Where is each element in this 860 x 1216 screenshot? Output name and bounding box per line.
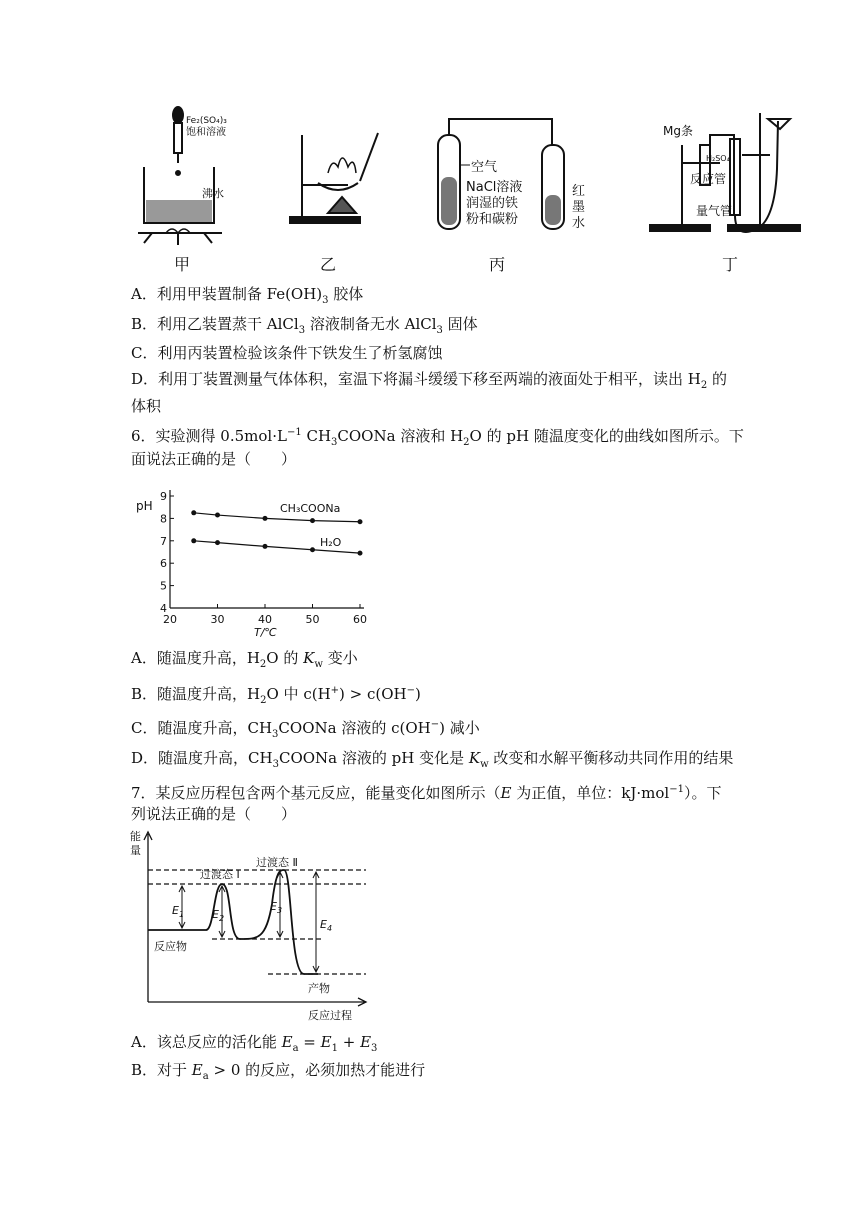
label-bing: 丙 [489,255,506,274]
q7-option-b: B．对于 $E_a > 0$ 的反应，必须加热才能进行 [131,1061,426,1082]
xlabel: 反应过程 [308,1009,352,1022]
apparatus-jia [138,107,227,245]
apparatus-figure [130,105,810,255]
q7-stem-line1: 7．某反应历程包含两个基元反应，能量变化如图所示（E 为正值，单位：kJ·mol$^{-1}$）。下 [131,784,722,802]
bing-nacl-3: 粉和碳粉 [466,212,519,227]
y-tick-label: 5 [160,579,167,593]
q6-option-d: D．随温度升高，$CH_3COONa$ 溶液的 pH 变化是 $K_w$ 改变和水解平衡移动共同作用的结果 [131,749,734,770]
label-jia: 甲 [174,255,191,274]
ts1-label: 过渡态 Ⅰ [200,868,240,881]
y-tick-label: 6 [160,557,167,571]
x-tick-label: 50 [305,613,320,626]
data-point [215,513,220,518]
series-label-ch3coona: CH₃COONa [280,502,341,515]
ding-acid: H₂SO₄ [706,154,730,163]
svg-text:E1: $E_1$ [172,904,185,919]
x-tick-label: 30 [210,613,225,626]
q6-option-a: A．随温度升高，$H_2O$ 的 $K_w$ 变小 [131,649,358,670]
bing-nacl-2: 润湿的铁 [466,196,519,211]
q5-option-d-cont: 体积 [131,397,162,415]
x-tick-label: 60 [353,613,367,626]
energy-diagram [128,826,378,1022]
q5-option-d: D．利用丁装置测量气体体积，室温下将漏斗缓缓下移至两端的液面处于相平，读出 $H_2$ 的 [131,370,728,391]
data-point [215,540,220,545]
series-label-h2o: H₂O [320,536,342,549]
apparatus-bing [438,119,585,231]
y-tick-label: 9 [160,490,167,503]
x-tick-label: 40 [258,613,272,626]
q6-stem-line1: 6．实验测得 $0.5mol\cdot L^{-1}$ $CH_3COONa$ 溶液和 $H_2O$ 的 pH 随温度变化的曲线如图所示。下 [131,427,744,448]
svg-text:E4: $E_4$ [320,918,333,933]
apparatus-yi [290,133,378,223]
label-ding: 丁 [722,255,739,274]
data-point [263,516,268,521]
e1-label: E [172,904,179,917]
apparatus-ding [650,113,800,232]
y-tick-label: 4 [160,602,167,615]
x-tick-label: 20 [163,613,177,626]
reactant-label: 反应物 [154,940,187,953]
data-point [358,519,363,524]
bing-ink-2: 墨 [572,200,586,215]
svg-text:E2: $E_2$ [212,908,225,923]
y-tick-label: 7 [160,534,167,548]
q5-option-c: C．利用丙装置检验该条件下铁发生了析氢腐蚀 [131,344,443,362]
e3-label: E [270,900,277,913]
energy-ylabel-2: 量 [130,844,141,857]
q5-option-b: B．利用乙装置蒸干 AlCl$_3$ 溶液制备无水 AlCl$_3$ 固体 [131,315,478,336]
q6-option-b: B．随温度升高，$H_2O$ 中 c(H+) > c(OH−) [131,685,421,706]
ding-reactor: 反应管 [690,172,727,186]
data-point [263,544,268,549]
ph-chart-ylabel: pH [136,499,153,513]
ph-chart-xlabel: T/℃ [254,626,277,639]
q7-stem-line2: 列说法正确的是（ ） [131,805,297,823]
product-label: 产物 [308,982,330,995]
data-point [358,551,363,556]
bing-ink-1: 红 [572,184,586,199]
data-point [310,518,315,523]
y-tick-label: 8 [160,512,167,526]
bing-ink-3: 水 [572,216,586,231]
data-point [310,547,315,552]
q6-option-c: C．随温度升高，$CH_3COONa$ 溶液的 c(OH−) 减小 [131,719,480,740]
ding-gas-tube: 量气管 [696,204,733,218]
label-yi: 乙 [320,255,337,274]
q6-stem-line2: 面说法正确的是（ ） [131,450,297,468]
q7-option-a: A．该总反应的活化能 $E_a = E_1 + E_3$ [131,1033,378,1054]
svg-text:E3: $E_3$ [270,900,283,915]
data-point [191,538,196,543]
ph-chart [130,484,370,640]
ding-mg: Mg条 [663,124,693,138]
q5-option-a: A．利用甲装置制备 $Fe(OH)_3$ 胶体 [131,285,364,306]
e2-label: E [212,908,219,921]
jia-water: 沸水 [202,187,224,200]
bing-air: 空气 [471,160,498,175]
data-point [191,510,196,515]
jia-reagent-1: Fe₂(SO₄)₃ [186,116,227,126]
ts2-label: 过渡态 Ⅱ [256,856,298,869]
energy-ylabel-1: 能 [130,830,141,843]
e4-label: E [320,918,327,931]
bing-nacl-1: NaCl溶液 [466,180,523,195]
jia-reagent-2: 饱和溶液 [186,127,226,138]
